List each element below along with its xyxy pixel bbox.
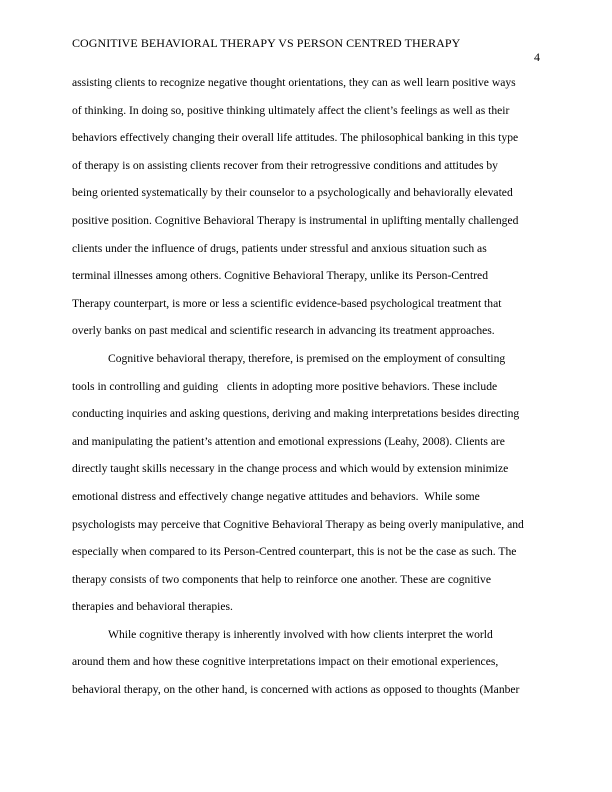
text-line: terminal illnesses among others. Cognitive Behavioral Therapy, unlike its Person-Centred	[72, 269, 488, 283]
running-head: COGNITIVE BEHAVIORAL THERAPY VS PERSON CENTRED THERAPY	[72, 36, 461, 50]
text-line: overly banks on past medical and scientific research in advancing its treatment approaches.	[72, 324, 495, 338]
text-line: Cognitive behavioral therapy, therefore, is premised on the employment of consulting	[108, 351, 506, 365]
text-line: and manipulating the patient’s attention and emotional expressions (Leahy, 2008). Clients are	[72, 434, 505, 448]
text-line: behavioral therapy, on the other hand, is concerned with actions as opposed to thoughts (Manber	[72, 683, 520, 697]
text-line: emotional distress and effectively change negative attitudes and behaviors. While some	[72, 489, 480, 503]
text-line: behaviors effectively changing their overall life attitudes. The philosophical banking in this type	[72, 131, 519, 145]
text-line: Therapy counterpart, is more or less a scientific evidence-based psychological treatment that	[72, 296, 502, 310]
text-line: of thinking. In doing so, positive thinking ultimately affect the client’s feelings as well as their	[72, 103, 510, 117]
paragraph-2	[72, 345, 546, 621]
text-line: therapies and behavioral therapies.	[72, 600, 233, 614]
text-line: tools in controlling and guiding clients in adopting more positive behaviors. These include	[72, 379, 498, 393]
text-line: around them and how these cognitive interpretations impact on their emotional experiences,	[72, 655, 499, 669]
text-line: positive position. Cognitive Behavioral Therapy is instrumental in uplifting mentally challenged	[72, 213, 519, 227]
text-line: clients under the influence of drugs, patients under stressful and anxious situation such as	[72, 241, 487, 255]
text-line: conducting inquiries and asking questions, deriving and making interpretations besides directing	[72, 407, 520, 421]
paragraph-1	[72, 69, 546, 345]
text-line: of therapy is on assisting clients recover from their retrogressive conditions and attitudes by	[72, 158, 498, 172]
paragraph-3	[72, 621, 546, 704]
text-line: While cognitive therapy is inherently involved with how clients interpret the world	[108, 627, 493, 641]
text-line: assisting clients to recognize negative thought orientations, they can as well learn positive ways	[72, 76, 516, 89]
page-number: 4	[534, 50, 540, 64]
text-line: therapy consists of two components that help to reinforce one another. These are cognitive	[72, 572, 491, 586]
text-line: especially when compared to its Person-Centred counterpart, this is not be the case as such. The	[72, 545, 517, 559]
text-line: directly taught skills necessary in the change process and which would by extension minimize	[72, 462, 509, 476]
body-text	[72, 69, 546, 704]
text-line: being oriented systematically by their counselor to a psychologically and behaviorally elevated	[72, 186, 513, 200]
text-line: psychologists may perceive that Cognitive Behavioral Therapy as being overly manipulative, and	[72, 517, 524, 531]
